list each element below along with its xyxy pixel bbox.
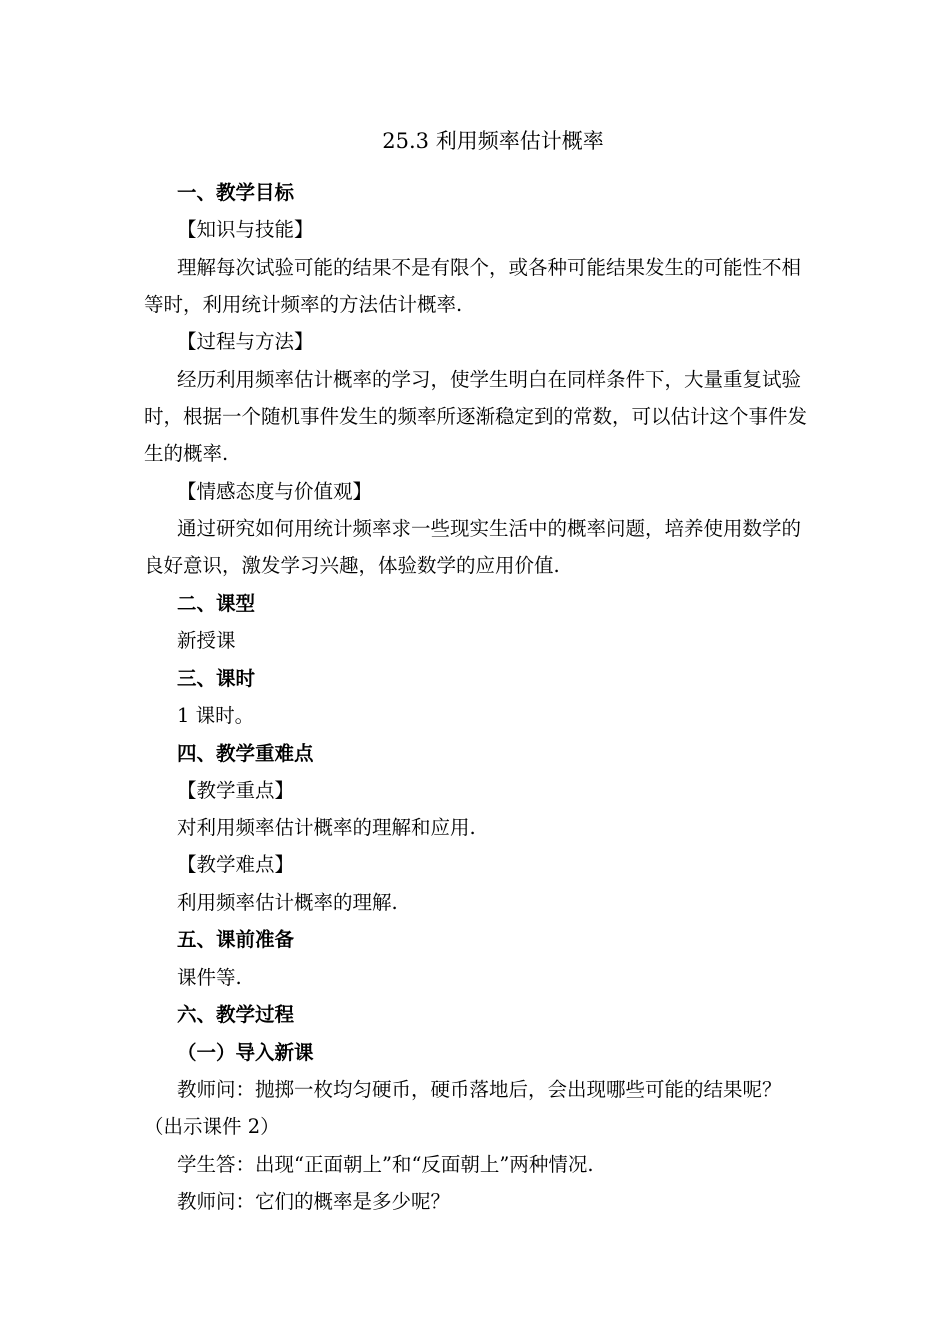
periods-text: 1 课时。 <box>177 704 255 727</box>
section-heading-key-points: 四、教学重难点 <box>177 742 314 765</box>
subsection-heading-intro: （一）导入新课 <box>177 1041 314 1064</box>
section-heading-objectives: 一、教学目标 <box>177 181 295 204</box>
emotion-label: 【情感态度与价值观】 <box>177 480 373 503</box>
dialogue-line: 教师问：抛掷一枚均匀硬币，硬币落地后，会出现哪些可能的结果呢？ <box>177 1078 782 1101</box>
dialogue-line: 教师问：它们的概率是多少呢？ <box>177 1190 451 1213</box>
knowledge-label: 【知识与技能】 <box>177 218 314 241</box>
key-point-text: 对利用频率估计概率的理解和应用. <box>177 816 476 839</box>
preparation-text: 课件等. <box>177 966 242 989</box>
difficult-point-label: 【教学难点】 <box>177 853 295 876</box>
section-heading-lesson-type: 二、课型 <box>177 592 256 615</box>
paragraph-line: 良好意识，激发学习兴趣，体验数学的应用价值. <box>144 554 560 577</box>
page-title: 25.3 利用频率估计概率 <box>382 129 604 153</box>
paragraph-line: 生的概率. <box>144 442 229 465</box>
paragraph-line: 时，根据一个随机事件发生的频率所逐渐稳定到的常数，可以估计这个事件发 <box>144 405 808 428</box>
lesson-type-text: 新授课 <box>177 629 236 652</box>
difficult-point-text: 利用频率估计概率的理解. <box>177 891 398 914</box>
dialogue-line: 学生答：出现“正面朝上”和“反面朝上”两种情况. <box>177 1153 594 1176</box>
paragraph-line: 理解每次试验可能的结果不是有限个，或各种可能结果发生的可能性不相 <box>177 256 802 279</box>
key-point-label: 【教学重点】 <box>177 779 295 802</box>
dialogue-line: （出示课件 2） <box>144 1115 280 1138</box>
section-heading-teaching-process: 六、教学过程 <box>177 1003 295 1026</box>
section-heading-periods: 三、课时 <box>177 667 256 690</box>
paragraph-line: 经历利用频率估计概率的学习，使学生明白在同样条件下，大量重复试验 <box>177 368 802 391</box>
paragraph-line: 通过研究如何用统计频率求一些现实生活中的概率问题，培养使用数学的 <box>177 517 802 540</box>
paragraph-line: 等时，利用统计频率的方法估计概率. <box>144 293 463 316</box>
process-label: 【过程与方法】 <box>177 330 314 353</box>
section-heading-preparation: 五、课前准备 <box>177 928 295 951</box>
